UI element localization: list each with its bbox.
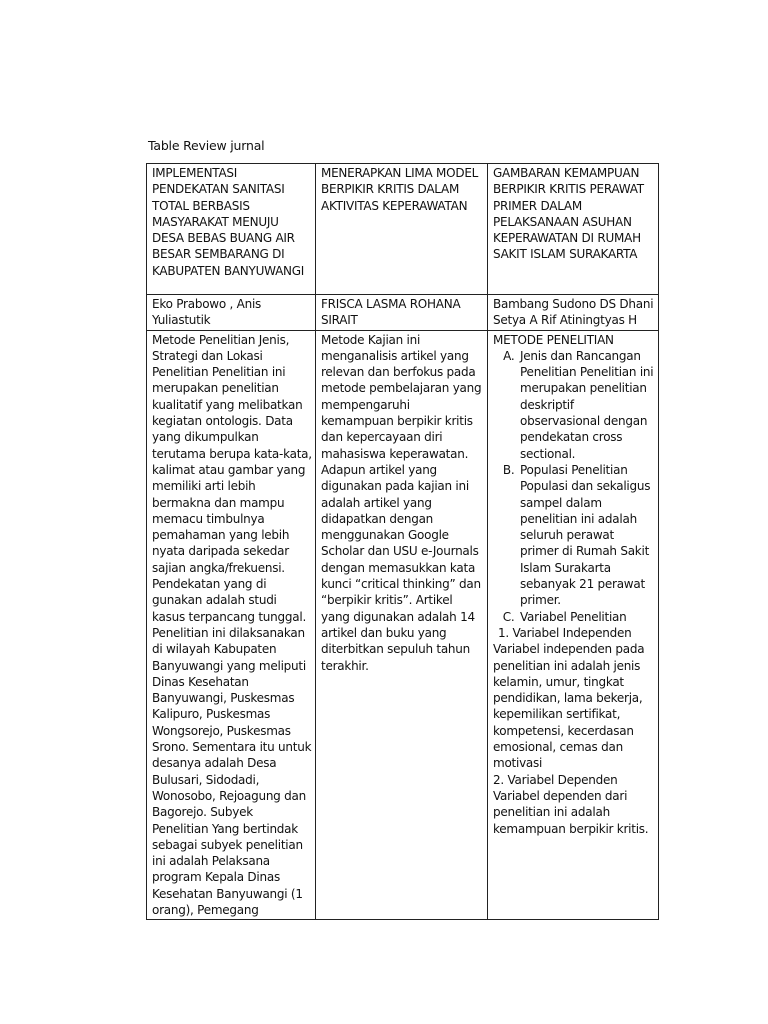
journal-title-3: GAMBARAN KEMAMPUAN BERPIKIR KRITIS PERAWAT PRIMER DALAM PELAKSANAAN ASUHAN KEPERAWATAN DI RUMAH SAKIT ISLAM SURAKARTA bbox=[488, 164, 659, 295]
variable-independent-heading: 1. Variabel Independen bbox=[498, 625, 632, 640]
review-table bbox=[146, 163, 659, 920]
journal-title-2: MENERAPKAN LIMA MODEL BERPIKIR KRITIS DALAM AKTIVITAS KEPERAWATAN bbox=[316, 164, 488, 295]
list-item: C. Variabel Penelitian bbox=[518, 609, 655, 625]
table-row-methods bbox=[147, 330, 659, 920]
journal-method-2: Metode Kajian ini menganalisis artikel yang relevan dan berfokus pada metode pembelajaran yang mempengaruhi kemampuan berpikir kritis dan kepercayaan diri mahasiswa keperawatan. Adapun artikel yang digunakan pada kajian ini adalah artikel yang didapatkan dengan menggunakan Google Scholar dan USU e-Journals dengan memasukkan kata kunci “critical thinking” dan “berpikir kritis”. Artikel yang digunakan adalah 14 artikel dan buku yang diterbitkan sepuluh tahun terakhir. bbox=[316, 330, 488, 920]
journal-method-3 bbox=[488, 330, 659, 920]
variable-independent-text: Variabel independen pada penelitian ini adalah jenis kelamin, umur, tingkat pendidikan, lama bekerja, kepemilikan sertifikat, kompetensi, kecerdasan emosional, cemas dan motivasi bbox=[493, 642, 645, 771]
variable-dependent-text: Variabel dependen dari penelitian ini adalah kemampuan berpikir kritis. bbox=[493, 788, 649, 836]
journal-authors-2: FRISCA LASMA ROHANA SIRAIT bbox=[316, 295, 488, 331]
list-item: B. Populasi Penelitian Populasi dan sekaligus sampel dalam penelitian ini adalah seluruh perawat primer di Rumah Sakit Islam Surakarta sebanyak 21 perawat primer. bbox=[518, 462, 655, 609]
table-row-titles bbox=[147, 164, 659, 295]
journal-method-1: Metode Penelitian Jenis, Strategi dan Lokasi Penelitian Penelitian ini merupakan penelitian kualitatif yang melibatkan kegiatan ontologis. Data yang dikumpulkan terutama berupa kata-kata, kalimat atau gambar yang memiliki arti lebih bermakna dan mampu memacu timbulnya pemahaman yang lebih nyata daripada sekedar sajian angka/frekuensi. Pendekatan yang di gunakan adalah studi kasus terpancang tunggal. Penelitian ini dilaksanakan di wilayah Kabupaten Banyuwangi yang meliputi Dinas Kesehatan Banyuwangi, Puskesmas Kalipuro, Puskesmas Wongsorejo, Puskesmas Srono. Sementara itu untuk desanya adalah Desa Bulusari, Sidodadi, Wonosobo, Rejoagung dan Bagorejo. Subyek Penelitian Yang bertindak sebagai subyek penelitian ini adalah Pelaksana program Kepala Dinas Kesehatan Banyuwangi (1 orang), Pemegang bbox=[147, 330, 316, 920]
table-row-authors bbox=[147, 295, 659, 331]
method-3-list bbox=[493, 348, 655, 625]
journal-authors-3: Bambang Sudono DS Dhani Setya A Rif Atiningtyas H bbox=[488, 295, 659, 331]
list-item: A. Jenis dan Rancangan Penelitian Penelitian ini merupakan penelitian deskriptif observasional dengan pendekatan cross sectional. bbox=[518, 348, 655, 462]
page-title: Table Review jurnal bbox=[148, 138, 265, 153]
journal-title-1: IMPLEMENTASI PENDEKATAN SANITASI TOTAL BERBASIS MASYARAKAT MENUJU DESA BEBAS BUANG AIR BESAR SEMBARANG DI KABUPATEN BANYUWANGI bbox=[147, 164, 316, 295]
variable-dependent-heading: 2. Variabel Dependen bbox=[493, 772, 618, 787]
method-3-heading: METODE PENELITIAN bbox=[493, 332, 614, 347]
journal-authors-1: Eko Prabowo , Anis Yuliastutik bbox=[147, 295, 316, 331]
